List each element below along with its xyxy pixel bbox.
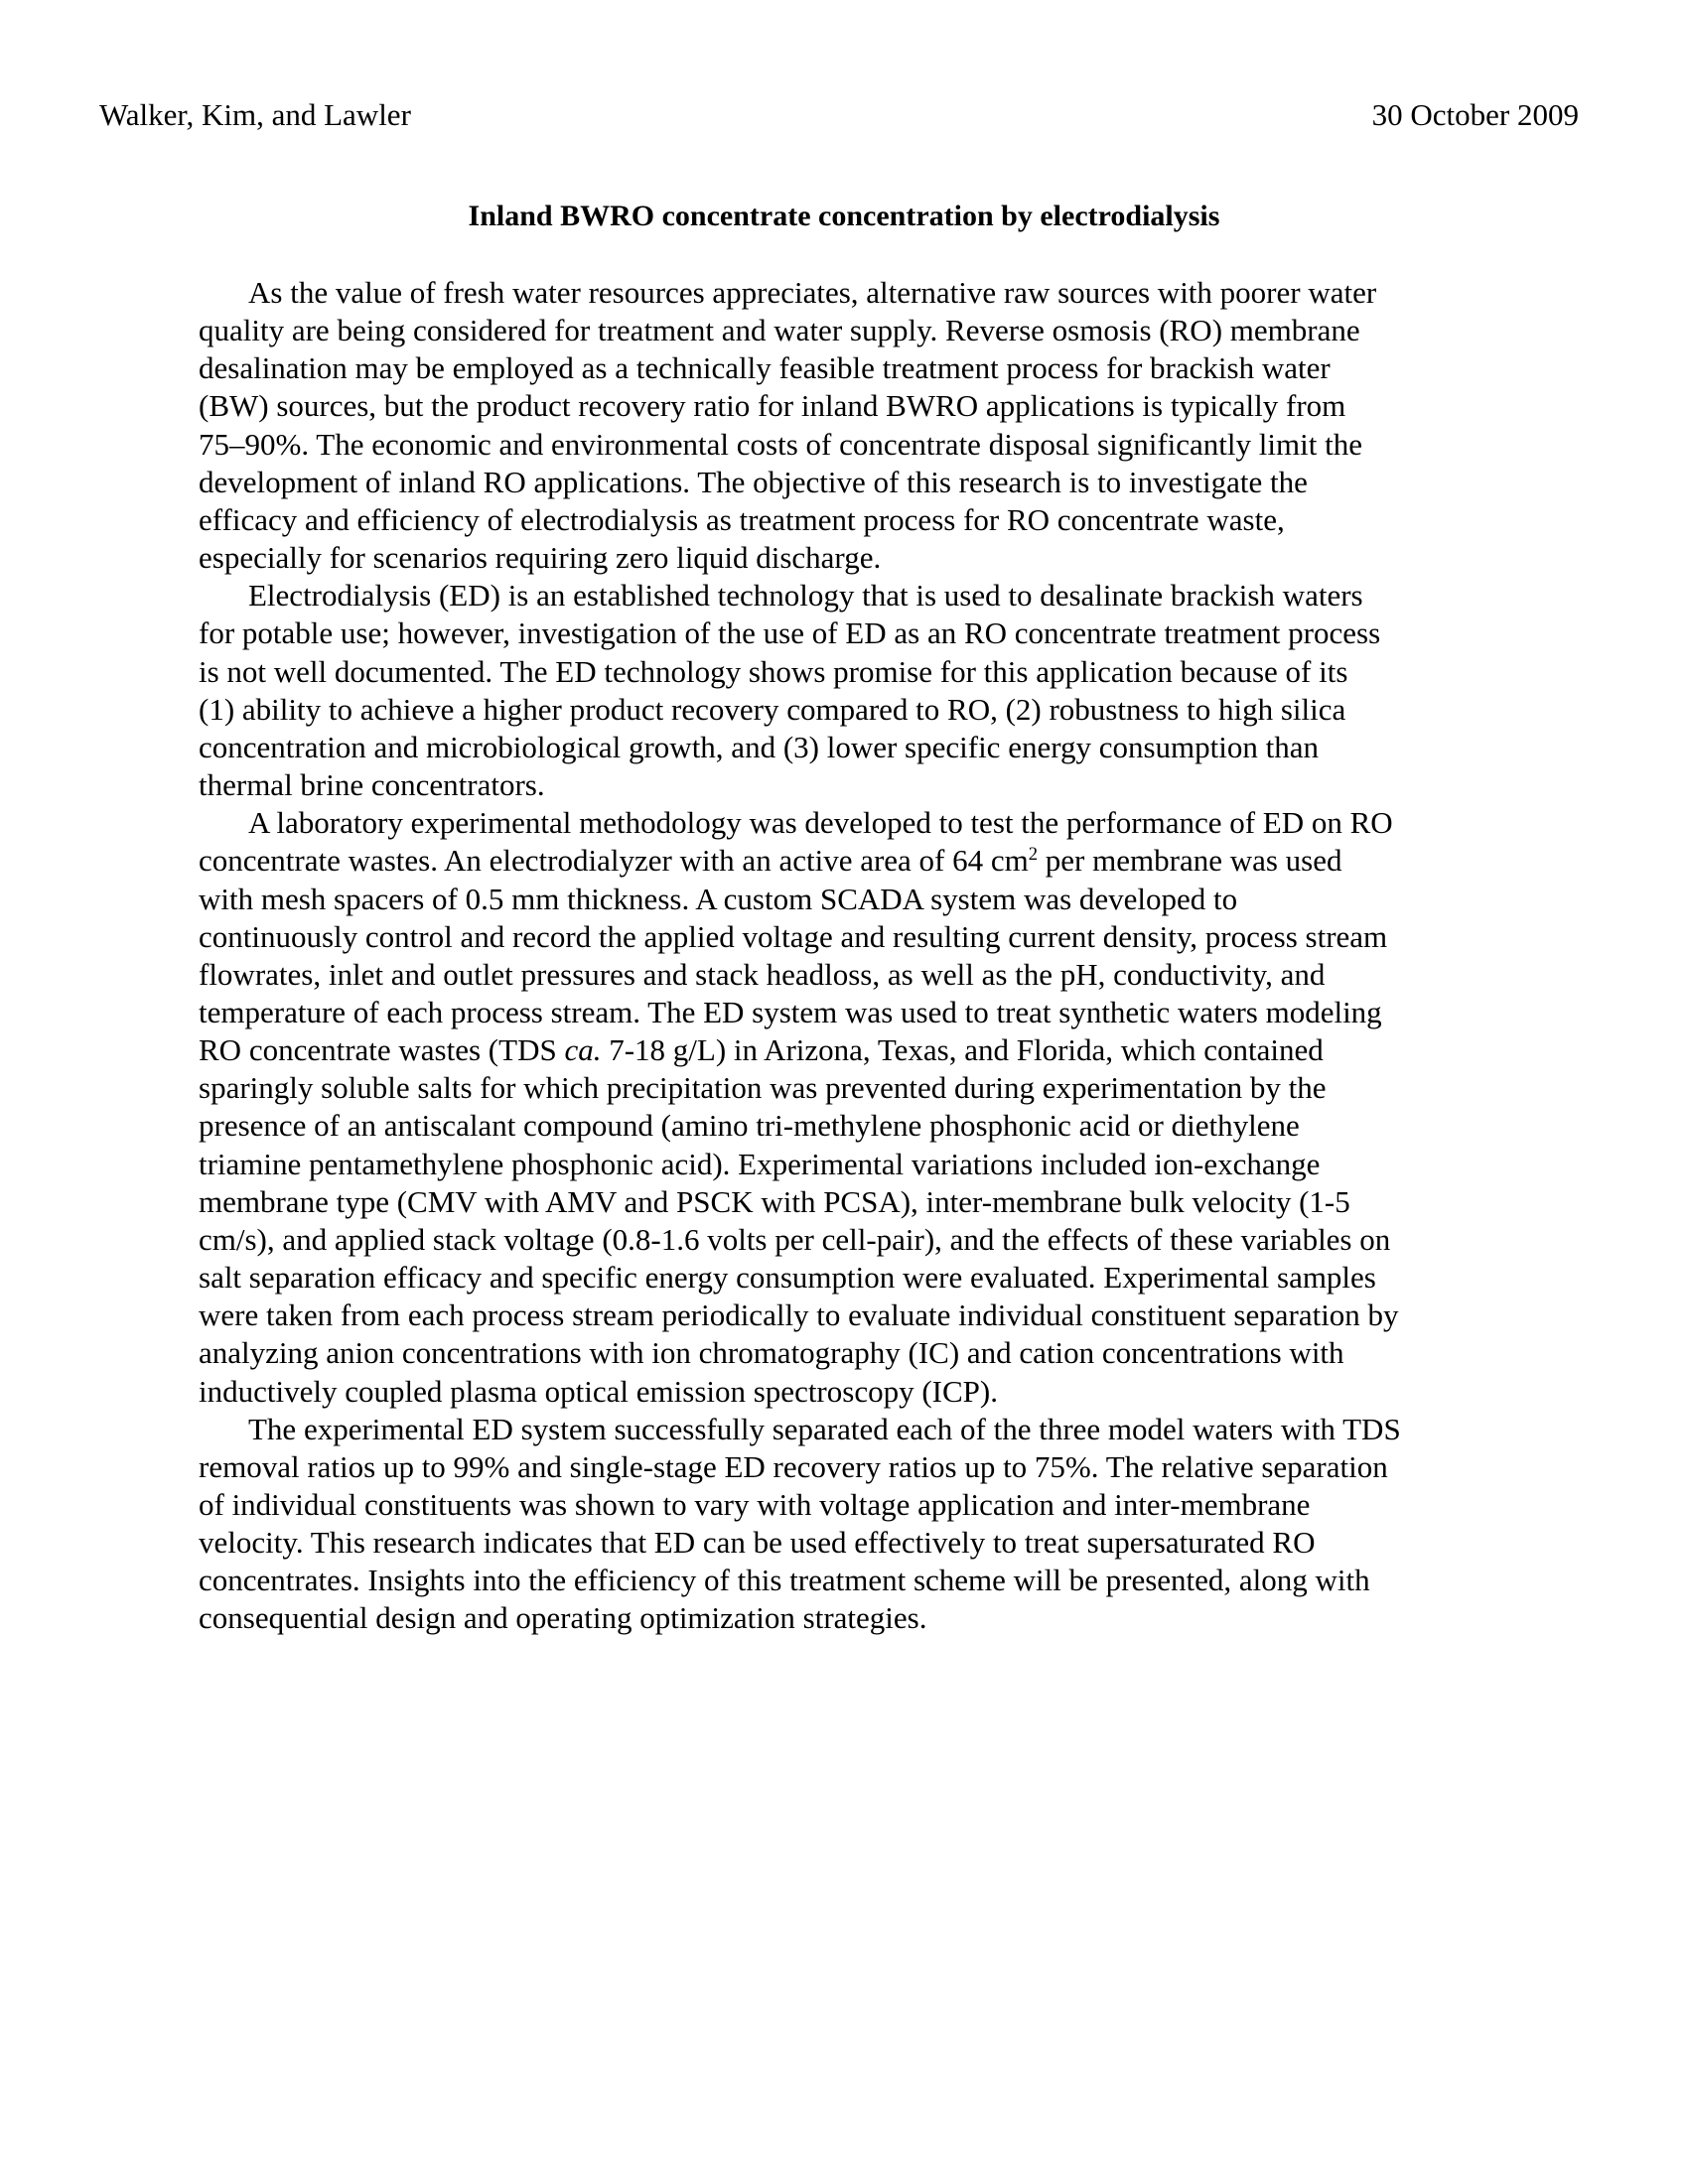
- text-line: quality are being considered for treatment and water supply. Reverse osmosis (RO) membrane: [199, 313, 1360, 348]
- text-segment: RO concentrate wastes (TDS: [199, 1032, 565, 1068]
- text-line: membrane type (CMV with AMV and PSCK with PCSA), inter-membrane bulk velocity (1-5: [199, 1183, 1350, 1219]
- text-line: were taken from each process stream periodically to evaluate individual constituent separation by: [199, 1297, 1399, 1333]
- text-line: thermal brine concentrators.: [199, 767, 545, 803]
- paragraph-1: [199, 274, 1519, 577]
- text-line: A laboratory experimental methodology was developed to test the performance of ED on RO: [248, 805, 1393, 841]
- superscript: 2: [1028, 844, 1039, 866]
- text-line: [199, 1031, 1519, 1069]
- text-line: inductively coupled plasma optical emission spectroscopy (ICP).: [199, 1373, 998, 1409]
- text-line: As the value of fresh water resources appreciates, alternative raw sources with poorer water: [248, 275, 1377, 310]
- text-line: temperature of each process stream. The ED system was used to treat synthetic waters modeling: [199, 994, 1382, 1029]
- text-line: [199, 842, 1519, 880]
- text-line: triamine pentamethylene phosphonic acid). Experimental variations included ion-exchange: [199, 1146, 1321, 1181]
- text-line: desalination may be employed as a technically feasible treatment process for brackish water: [199, 350, 1331, 386]
- text-line: 75–90%. The economic and environmental costs of concentrate disposal significantly limit the: [199, 426, 1362, 462]
- abstract-body: [199, 274, 1519, 1638]
- text-line: for potable use; however, investigation of the use of ED as an RO concentrate treatment process: [199, 615, 1381, 651]
- text-line: development of inland RO applications. The objective of this research is to investigate the: [199, 464, 1308, 499]
- text-line: sparingly soluble salts for which precipitation was prevented during experimentation by the: [199, 1070, 1327, 1106]
- header-date: 30 October 2009: [1371, 97, 1579, 132]
- text-segment: 7-18 g/L) in Arizona, Texas, and Florida, which contained: [601, 1032, 1324, 1068]
- text-line: efficacy and efficiency of electrodialysis as treatment process for RO concentrate waste,: [199, 501, 1285, 537]
- text-line: cm/s), and applied stack voltage (0.8-1.6 volts per cell-pair), and the effects of these variables on: [199, 1221, 1391, 1257]
- text-line: analyzing anion concentrations with ion chromatography (IC) and cation concentrations with: [199, 1335, 1344, 1371]
- paragraph-3: [199, 804, 1519, 1411]
- text-line: flowrates, inlet and outlet pressures and stack headloss, as well as the pH, conductivity, and: [199, 956, 1326, 992]
- text-segment: per membrane was used: [1038, 843, 1342, 879]
- paragraph-2: [199, 577, 1519, 804]
- text-line: especially for scenarios requiring zero liquid discharge.: [199, 540, 882, 576]
- text-line: removal ratios up to 99% and single-stage ED recovery ratios up to 75%. The relative separation: [199, 1448, 1388, 1484]
- text-line: is not well documented. The ED technology shows promise for this application because of its: [199, 653, 1348, 689]
- text-line: continuously control and record the applied voltage and resulting current density, process stream: [199, 918, 1388, 954]
- text-line: velocity. This research indicates that ED can be used effectively to treat supersaturated RO: [199, 1525, 1316, 1561]
- header-authors: Walker, Kim, and Lawler: [99, 97, 411, 132]
- text-line: concentration and microbiological growth, and (3) lower specific energy consumption than: [199, 729, 1320, 764]
- text-line: concentrates. Insights into the efficiency of this treatment scheme will be presented, along with: [199, 1563, 1370, 1598]
- text-line: (BW) sources, but the product recovery ratio for inland BWRO applications is typically from: [199, 388, 1346, 424]
- text-segment: concentrate wastes. An electrodialyzer with an active area of 64 cm: [199, 843, 1029, 879]
- italic-text: ca.: [564, 1032, 602, 1068]
- text-line: of individual constituents was shown to vary with voltage application and inter-membrane: [199, 1487, 1311, 1522]
- text-line: The experimental ED system successfully separated each of the three model waters with TDS: [248, 1411, 1401, 1446]
- paragraph-4: [199, 1411, 1519, 1638]
- text-line: salt separation efficacy and specific energy consumption were evaluated. Experimental samples: [199, 1260, 1376, 1296]
- text-line: consequential design and operating optimization strategies.: [199, 1600, 927, 1636]
- text-line: presence of an antiscalant compound (amino tri-methylene phosphonic acid or diethylene: [199, 1108, 1300, 1144]
- document-title: Inland BWRO concentrate concentration by electrodialysis: [468, 200, 1220, 232]
- text-line: (1) ability to achieve a higher product recovery compared to RO, (2) robustness to high silica: [199, 691, 1346, 727]
- text-line: with mesh spacers of 0.5 mm thickness. A custom SCADA system was developed to: [199, 881, 1238, 916]
- text-line: Electrodialysis (ED) is an established technology that is used to desalinate brackish waters: [248, 578, 1363, 614]
